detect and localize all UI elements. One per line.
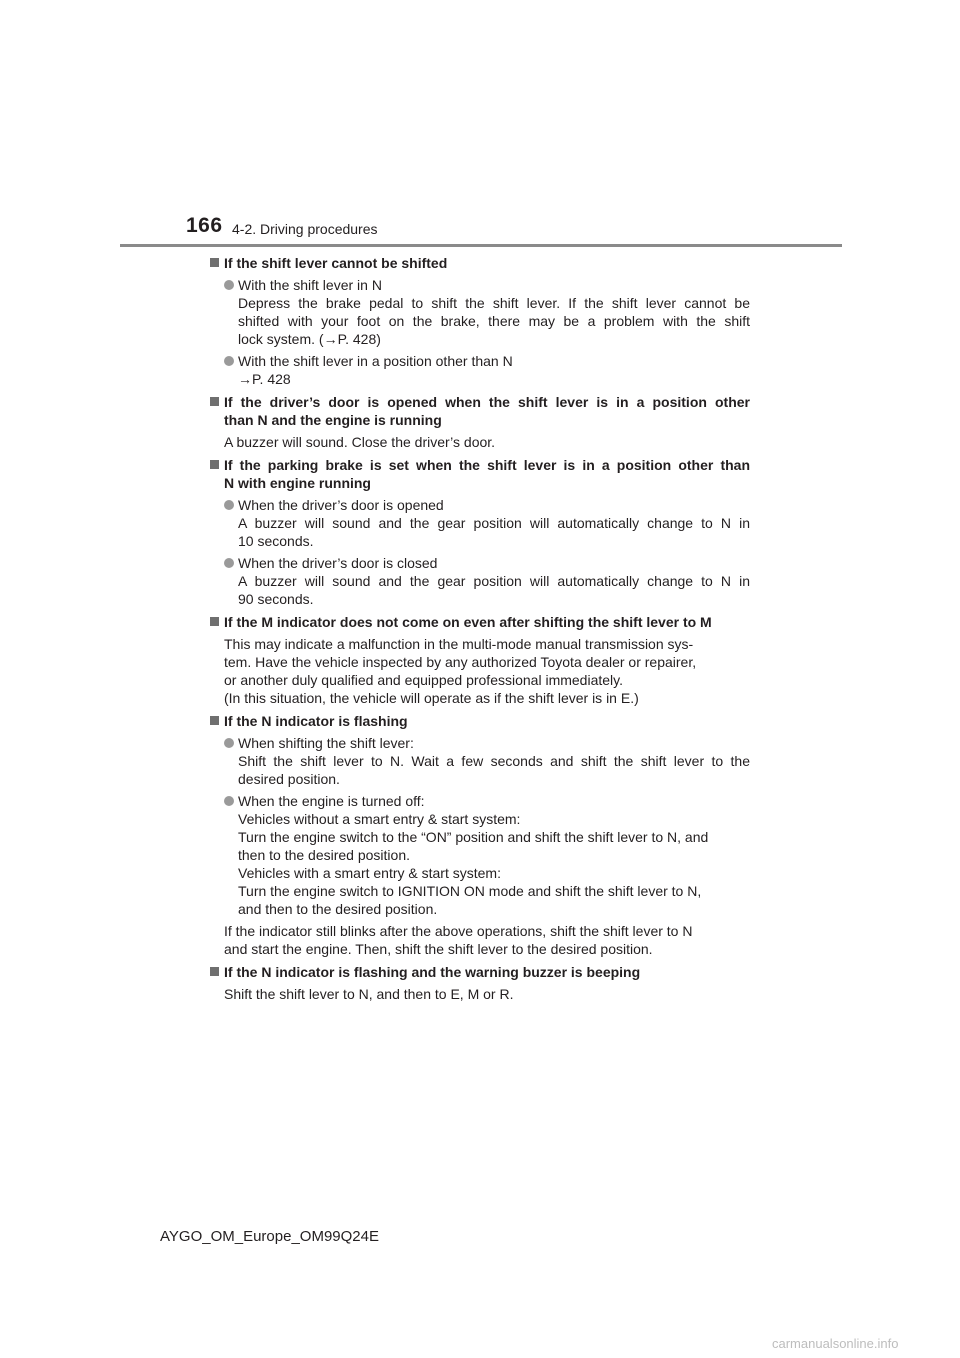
list-item: When the driver’s door is closed A buzzer will sound and the gear position will automatically change to N in 90 seconds. xyxy=(210,554,750,608)
section-title: 4-2. Driving procedures xyxy=(232,221,378,237)
square-bullet-icon xyxy=(210,716,219,725)
page-content xyxy=(210,254,750,1003)
paragraph: This may indicate a malfunction in the multi-mode manual transmission sys- tem. Have the vehicle inspected by any authorized Toyota dealer or repairer, or another duly qualified and equipped professional immediately. (In this situation, the vehicle will operate as if the shift lever is in E.) xyxy=(224,636,697,706)
header-divider xyxy=(120,244,842,247)
heading-driver-door-opened: If the driver’s door is opened when the shift lever is in a position other than N and the engine is running xyxy=(210,393,750,429)
heading-parking-brake-set: If the parking brake is set when the shift lever is in a position other than N with engine running xyxy=(210,456,750,492)
circle-bullet-icon xyxy=(224,356,234,366)
heading-n-indicator-flashing: If the N indicator is flashing xyxy=(210,712,750,730)
square-bullet-icon xyxy=(210,460,219,469)
heading-n-indicator-buzzer: If the N indicator is flashing and the warning buzzer is beeping xyxy=(210,963,750,981)
circle-bullet-icon xyxy=(224,280,234,290)
document-id: AYGO_OM_Europe_OM99Q24E xyxy=(160,1228,379,1245)
list-item: With the shift lever in N Depress the brake pedal to shift the shift lever. If the shift lever cannot be shifted with your foot on the brake, there may be a problem with the shift lock system. (→P. 428) xyxy=(210,276,750,348)
circle-bullet-icon xyxy=(224,500,234,510)
paragraph: A buzzer will sound. Close the driver’s door. xyxy=(224,434,496,450)
heading-shift-lever-cannot-shift: If the shift lever cannot be shifted xyxy=(210,254,750,272)
square-bullet-icon xyxy=(210,617,219,626)
watermark: carmanualsonline.info xyxy=(772,1336,899,1351)
heading-m-indicator: If the M indicator does not come on even after shifting the shift lever to M xyxy=(210,613,750,631)
list-item: When the driver’s door is opened A buzzer will sound and the gear position will automatically change to N in 10 seconds. xyxy=(210,496,750,550)
circle-bullet-icon xyxy=(224,558,234,568)
list-item: When the engine is turned off: Vehicles without a smart entry & start system: Turn the engine switch to the “ON” position and shift the shift lever to N, and then to the desired position. Vehicles with a smart entry & start system: Turn the engine switch to IGNITION ON mode and shift the shift lever to N, and then to the desired position. xyxy=(210,792,750,918)
page-number: 166 xyxy=(186,214,223,237)
paragraph: Shift the shift lever to N, and then to E, M or R. xyxy=(224,986,514,1002)
circle-bullet-icon xyxy=(224,796,234,806)
square-bullet-icon xyxy=(210,967,219,976)
list-item: When shifting the shift lever: Shift the shift lever to N. Wait a few seconds and shift the shift lever to the desired position. xyxy=(210,734,750,788)
list-item: With the shift lever in a position other than N →P. 428 xyxy=(210,352,750,388)
page-header xyxy=(0,0,960,250)
circle-bullet-icon xyxy=(224,738,234,748)
square-bullet-icon xyxy=(210,397,219,406)
paragraph: If the indicator still blinks after the above operations, shift the shift lever to N and start the engine. Then, shift the shift lever to the desired position. xyxy=(224,923,693,957)
square-bullet-icon xyxy=(210,258,219,267)
